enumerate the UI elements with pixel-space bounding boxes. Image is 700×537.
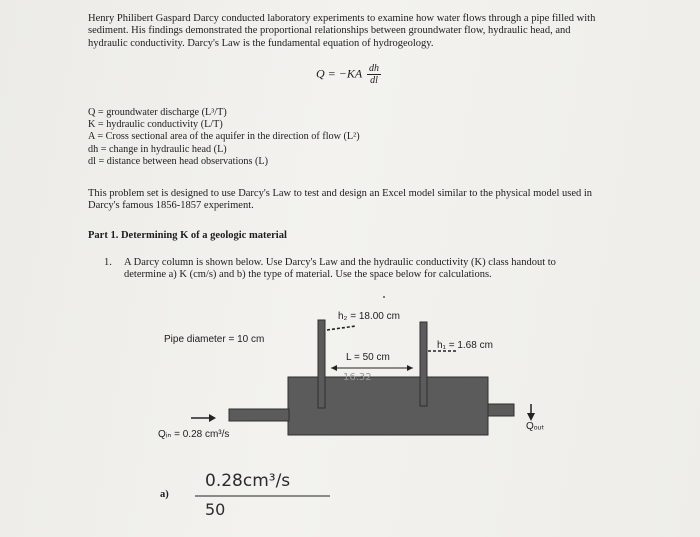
definition-item: dh = change in hydraulic head (L) xyxy=(88,143,227,155)
definition-item: Q = groundwater discharge (L³/T) xyxy=(88,107,227,118)
equation-numerator: dh xyxy=(368,63,379,74)
pencil-note: 16.32 xyxy=(343,372,372,383)
piezometer-h2 xyxy=(318,320,325,408)
pencil-dot xyxy=(383,296,385,298)
definition-item: dl = distance between head observations (L) xyxy=(88,155,269,167)
length-label: L = 50 cm xyxy=(346,352,390,363)
piezometer-h1 xyxy=(420,322,427,406)
answer-numerator: 0.28cm³/s xyxy=(205,471,291,491)
answer-denominator: 50 xyxy=(205,500,226,519)
equation-lhs: Q = −KA xyxy=(316,66,362,81)
part-title: Part 1. Determining K of a geologic material xyxy=(88,230,287,241)
question-text: A Darcy column is shown below. Use Darcy's Law and the hydraulic conductivity (K) class handout to determine a) K (cm/s) and b) the type of material. Use the space below for calculations. xyxy=(124,257,556,281)
q-out-label: Qₒᵤₜ xyxy=(526,421,545,432)
answer-label: a) xyxy=(160,489,169,500)
length-arrow-left-head xyxy=(331,365,337,371)
inlet-pipe xyxy=(229,409,289,421)
length-arrow-right-head xyxy=(407,365,413,371)
h1-label: h₁ = 1.68 cm xyxy=(437,340,493,351)
problem-intro: This problem set is designed to use Darcy's Law to test and design an Excel model similar to the physical model used in Darcy's famous 1856-1857 experiment. xyxy=(88,188,593,212)
intro-paragraph: Henry Philibert Gaspard Darcy conducted laboratory experiments to examine how water flows through a pipe filled with sediment. His findings demonstrated the proportional relationships between groundwater flow, hydraulic head, and hydraulic conductivity. Darcy's Law is the fundamental equation of hydrogeology. xyxy=(88,13,596,49)
definition-item: A = Cross sectional area of the aquifer in the direction of flow (L²) xyxy=(88,131,360,143)
q-in-label: Qᵢₙ = 0.28 cm³/s xyxy=(158,429,230,440)
equation-denominator: dl xyxy=(370,75,378,86)
outflow-arrow-head xyxy=(527,413,535,421)
definition-item: K = hydraulic conductivity (L/T) xyxy=(88,119,223,131)
inflow-arrow-head xyxy=(209,414,216,422)
outlet-pipe xyxy=(488,404,514,416)
h2-label: h₂ = 18.00 cm xyxy=(338,311,400,322)
question-number: 1. xyxy=(104,257,112,268)
h2-water-level xyxy=(327,326,356,330)
pipe-diameter-label: Pipe diameter = 10 cm xyxy=(164,334,265,345)
